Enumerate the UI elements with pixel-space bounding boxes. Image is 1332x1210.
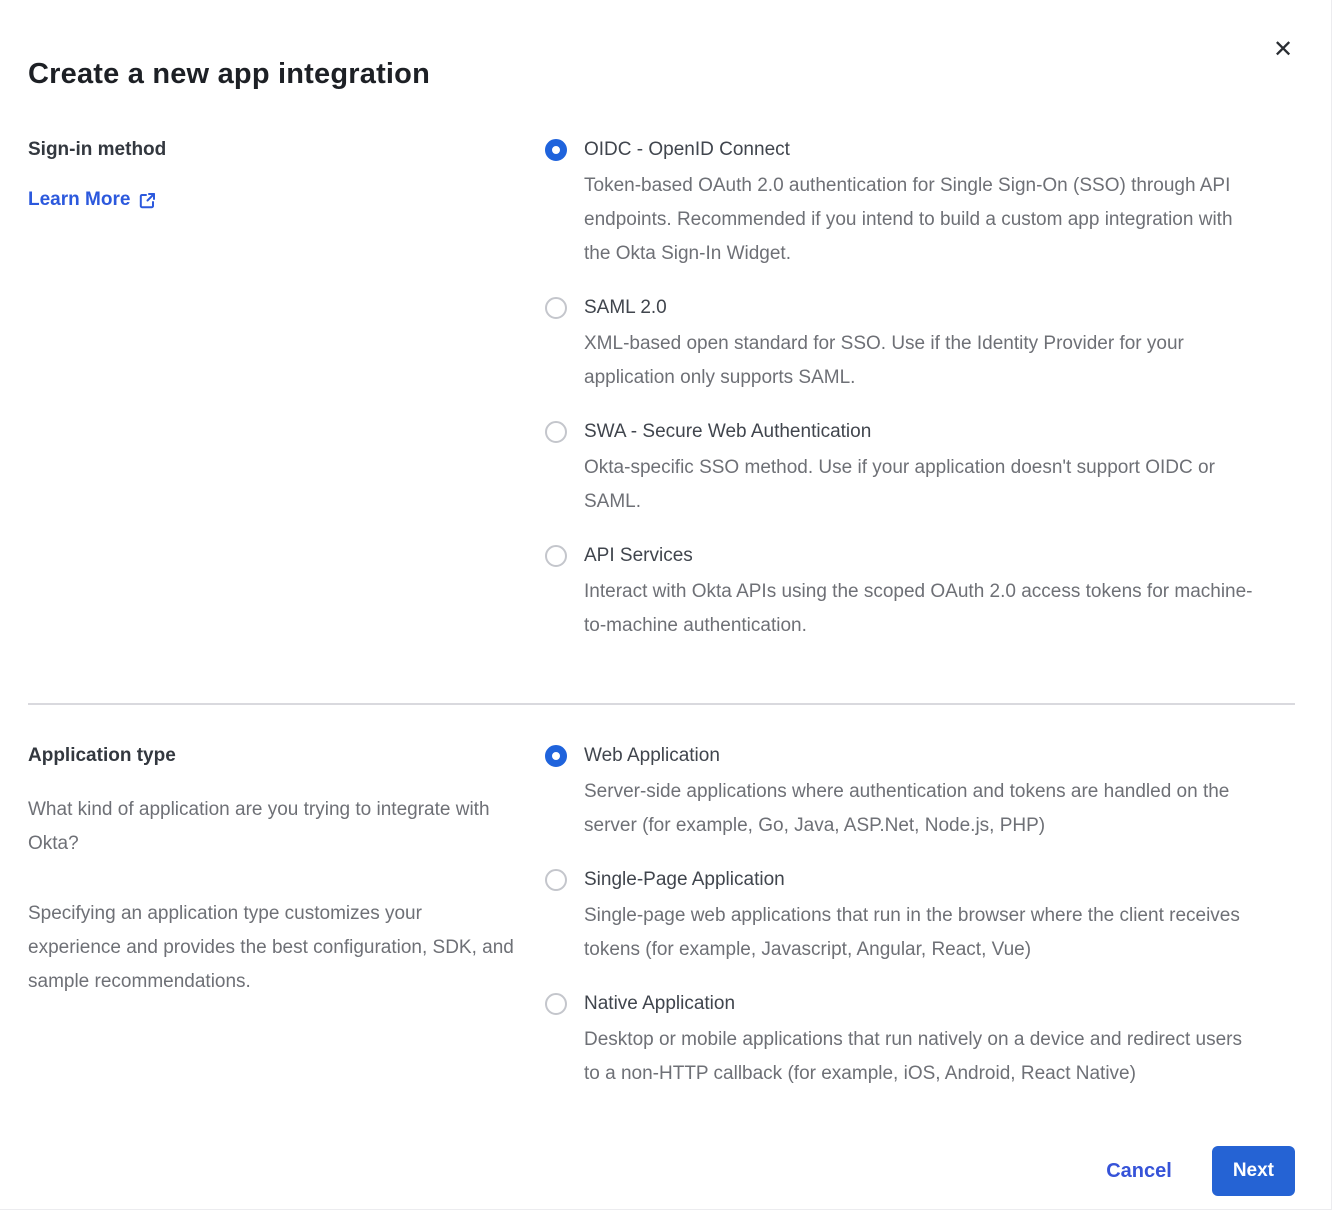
cancel-button[interactable]: Cancel [1106, 1159, 1172, 1182]
radio-web-application-icon[interactable] [545, 745, 567, 767]
radio-option-label: SAML 2.0 [584, 297, 667, 318]
radio-option-label: Web Application [584, 745, 720, 766]
next-button[interactable]: Next [1212, 1146, 1295, 1196]
radio-option-label: OIDC - OpenID Connect [584, 139, 790, 160]
radio-option-label: Single-Page Application [584, 869, 785, 890]
radio-option-api-services[interactable] [545, 543, 1260, 643]
radio-option-description: Token-based OAuth 2.0 authentication for Single Sign-On (SSO) through API endpoints. Recommended if you intend to build a custom app integration with the Okta Sign-In Widget. [584, 175, 1233, 264]
signin-method-section [28, 137, 1295, 643]
external-link-icon [139, 192, 156, 209]
signin-method-left-column [28, 137, 545, 211]
application-type-label: Application type [28, 745, 176, 766]
signin-method-label: Sign-in method [28, 139, 167, 160]
radio-option-description: Interact with Okta APIs using the scoped OAuth 2.0 access tokens for machine-to-machine authentication. [584, 581, 1253, 636]
application-type-question: What kind of application are you trying to integrate with Okta? [28, 799, 490, 854]
radio-option-saml[interactable] [545, 295, 1260, 395]
application-type-explanation: Specifying an application type customizes your experience and provides the best configuration, SDK, and sample recommendations. [28, 903, 514, 992]
radio-option-description: Okta-specific SSO method. Use if your application doesn't support OIDC or SAML. [584, 457, 1215, 512]
radio-option-description: Server-side applications where authentication and tokens are handled on the server (for example, Go, Java, ASP.Net, Node.js, PHP) [584, 781, 1230, 836]
radio-oidc-icon[interactable] [545, 139, 567, 161]
radio-swa-icon[interactable] [545, 421, 567, 443]
page-title: Create a new app integration [28, 58, 431, 90]
radio-option-native-application[interactable] [545, 991, 1260, 1091]
radio-option-single-page-application[interactable] [545, 867, 1260, 967]
learn-more-link[interactable] [28, 189, 156, 211]
close-icon[interactable]: ✕ [1269, 36, 1297, 64]
radio-option-label: Native Application [584, 993, 736, 1014]
radio-option-web-application[interactable] [545, 743, 1260, 843]
radio-option-oidc[interactable] [545, 137, 1260, 271]
section-divider [28, 703, 1295, 705]
radio-api-services-icon[interactable] [545, 545, 567, 567]
radio-saml-icon[interactable] [545, 297, 567, 319]
application-type-left-column [28, 743, 545, 999]
radio-option-description: Single-page web applications that run in the browser where the client receives tokens (for example, Javascript, Angular, React, Vue) [584, 905, 1240, 960]
radio-option-description: XML-based open standard for SSO. Use if the Identity Provider for your application only supports SAML. [584, 333, 1184, 388]
dialog-footer [28, 1146, 1295, 1196]
radio-single-page-application-icon[interactable] [545, 869, 567, 891]
application-type-options [545, 743, 1260, 1091]
radio-option-label: API Services [584, 545, 693, 566]
application-type-section [28, 743, 1295, 1091]
learn-more-label: Learn More [28, 189, 131, 210]
signin-method-options [545, 137, 1260, 643]
radio-option-label: SWA - Secure Web Authentication [584, 421, 872, 442]
radio-option-swa[interactable] [545, 419, 1260, 519]
radio-native-application-icon[interactable] [545, 993, 567, 1015]
radio-option-description: Desktop or mobile applications that run natively on a device and redirect users to a non-HTTP callback (for example, iOS, Android, React Native) [584, 1029, 1242, 1084]
